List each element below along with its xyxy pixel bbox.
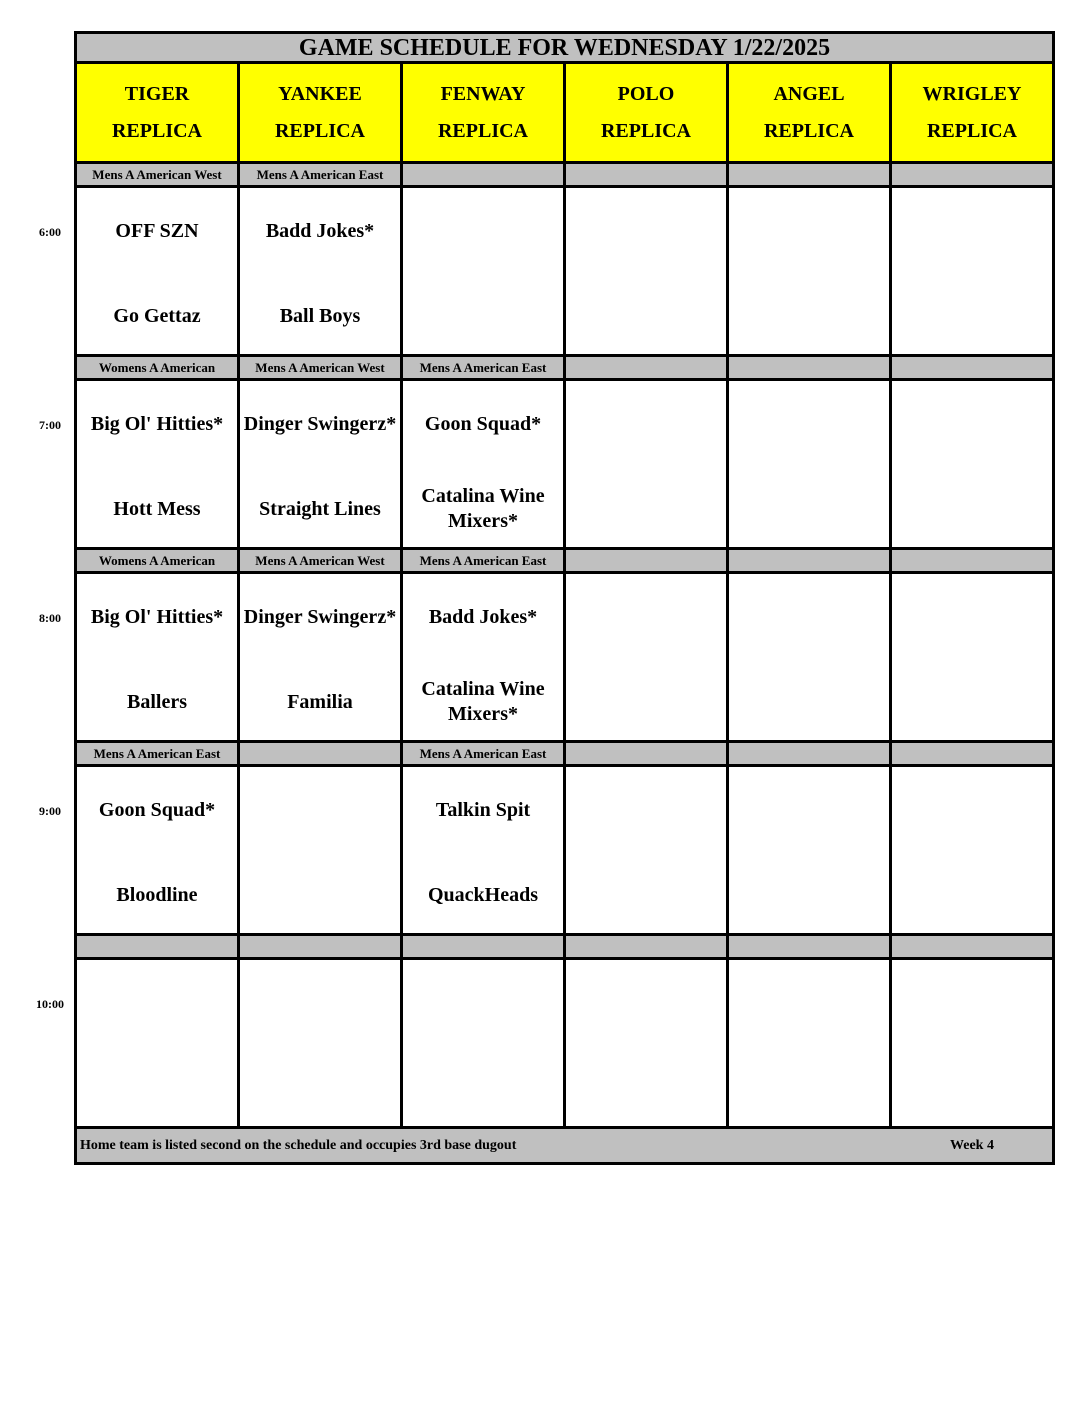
away-team [892, 409, 1052, 439]
game-cell [892, 960, 1052, 1126]
home-team [566, 288, 726, 344]
home-team [403, 288, 563, 344]
away-team: Big Ol' Hitties* [90, 412, 224, 435]
game-cell [729, 188, 892, 354]
game-cell [892, 188, 1052, 354]
game-cell [77, 767, 240, 933]
division-row [74, 743, 1055, 767]
division-label: Mens A American East [77, 743, 240, 764]
field-type: REPLICA [926, 119, 1017, 142]
home-team [729, 481, 889, 537]
game-cell [240, 574, 403, 740]
field-type: REPLICA [274, 119, 365, 142]
field-name: POLO [617, 82, 675, 105]
division-label [566, 357, 729, 378]
home-team [77, 1060, 237, 1116]
game-cell [729, 767, 892, 933]
away-team [566, 988, 726, 1018]
game-row [74, 767, 1055, 936]
home-team [729, 867, 889, 923]
division-label [892, 357, 1052, 378]
away-team [729, 216, 889, 246]
game-cell [892, 574, 1052, 740]
home-team: Familia [287, 690, 353, 713]
division-label [892, 743, 1052, 764]
game-cell [240, 188, 403, 354]
time-slot-block [74, 357, 1055, 550]
game-cell [403, 960, 566, 1126]
time-slot-block [74, 743, 1055, 936]
time-label: 9:00 [39, 804, 61, 818]
away-team: Goon Squad* [424, 412, 542, 435]
field-name: TIGER [124, 82, 190, 105]
schedule-footer [74, 1129, 1055, 1165]
home-team: Go Gettaz [113, 304, 201, 327]
schedule-title: GAME SCHEDULE FOR WEDNESDAY 1/22/2025 [74, 31, 1055, 64]
game-cell [892, 381, 1052, 547]
time-label: 8:00 [39, 611, 61, 625]
away-team: Badd Jokes* [265, 219, 375, 242]
division-row [74, 936, 1055, 960]
field-name: FENWAY [440, 82, 526, 105]
game-cell [77, 960, 240, 1126]
game-cell [729, 574, 892, 740]
division-label [240, 743, 403, 764]
away-team [566, 409, 726, 439]
away-team [403, 988, 563, 1018]
game-cell [566, 960, 729, 1126]
away-team: Talkin Spit [435, 798, 531, 821]
away-team [892, 216, 1052, 246]
field-header-yankee [240, 64, 403, 161]
field-header-wrigley [892, 64, 1052, 161]
field-type: REPLICA [111, 119, 202, 142]
field-header-tiger [77, 64, 240, 161]
away-team [729, 988, 889, 1018]
division-label [892, 936, 1052, 957]
game-cell [77, 188, 240, 354]
away-team: Dinger Swingerz* [243, 412, 397, 435]
field-header-polo [566, 64, 729, 161]
division-label [729, 550, 892, 571]
game-cell [566, 767, 729, 933]
away-team: Badd Jokes* [428, 605, 538, 628]
division-label [566, 164, 729, 185]
away-team: Dinger Swingerz* [243, 605, 397, 628]
field-type: REPLICA [600, 119, 691, 142]
division-label [240, 936, 403, 957]
away-team [566, 216, 726, 246]
away-team [892, 988, 1052, 1018]
game-cell [729, 381, 892, 547]
game-cell [566, 381, 729, 547]
home-team [403, 1060, 563, 1116]
game-row [74, 574, 1055, 743]
division-label: Mens A American East [403, 743, 566, 764]
home-team [566, 1060, 726, 1116]
home-team [566, 867, 726, 923]
away-team [566, 602, 726, 632]
home-team: Straight Lines [259, 497, 381, 520]
game-cell [729, 960, 892, 1126]
game-cell [240, 767, 403, 933]
home-team [240, 1060, 400, 1116]
week-label: Week 4 [950, 1138, 994, 1153]
game-cell [566, 574, 729, 740]
division-label: Mens A American East [403, 550, 566, 571]
home-team: Bloodline [116, 883, 198, 906]
game-cell [240, 960, 403, 1126]
away-team [892, 795, 1052, 825]
away-team [729, 795, 889, 825]
home-team [729, 1060, 889, 1116]
schedule-table [74, 31, 1055, 1165]
division-label [403, 164, 566, 185]
game-row [74, 381, 1055, 550]
division-label: Mens A American West [240, 357, 403, 378]
division-label: Mens A American East [403, 357, 566, 378]
division-label [729, 357, 892, 378]
field-header-row [74, 64, 1055, 164]
division-label [77, 936, 240, 957]
footer-note: Home team is listed second on the schedule and occupies 3rd base dugout [80, 1138, 517, 1153]
field-header-angel [729, 64, 892, 161]
away-team [240, 795, 400, 825]
home-team [892, 674, 1052, 730]
home-team [240, 867, 400, 923]
home-team [729, 288, 889, 344]
home-team: QuackHeads [427, 883, 539, 906]
away-team [892, 602, 1052, 632]
division-row [74, 550, 1055, 574]
away-team: Big Ol' Hitties* [90, 605, 224, 628]
division-label: Womens A American [77, 550, 240, 571]
time-slot-block [74, 936, 1055, 1129]
game-row [74, 960, 1055, 1129]
division-label: Mens A American West [77, 164, 240, 185]
division-label: Mens A American East [240, 164, 403, 185]
division-row [74, 357, 1055, 381]
home-team: Ball Boys [279, 304, 361, 327]
home-team [892, 867, 1052, 923]
division-label [566, 936, 729, 957]
field-name: ANGEL [773, 82, 845, 105]
home-team: Catalina Wine Mixers* [421, 678, 545, 725]
division-label: Womens A American [77, 357, 240, 378]
home-team [566, 674, 726, 730]
game-cell [77, 381, 240, 547]
game-cell [77, 574, 240, 740]
home-team: Ballers [127, 690, 187, 713]
division-row [74, 164, 1055, 188]
game-cell [566, 188, 729, 354]
division-label [729, 164, 892, 185]
division-label [892, 550, 1052, 571]
time-label: 10:00 [36, 997, 64, 1011]
home-team [892, 481, 1052, 537]
division-label: Mens A American West [240, 550, 403, 571]
away-team [77, 988, 237, 1018]
division-label [729, 743, 892, 764]
division-label [892, 164, 1052, 185]
time-slot-block [74, 550, 1055, 743]
time-label: 6:00 [39, 225, 61, 239]
home-team: Catalina Wine Mixers* [421, 485, 545, 532]
game-cell [403, 188, 566, 354]
home-team [892, 288, 1052, 344]
field-name: WRIGLEY [922, 82, 1022, 105]
field-type: REPLICA [437, 119, 528, 142]
game-cell [240, 381, 403, 547]
division-label [566, 743, 729, 764]
game-row [74, 188, 1055, 357]
division-label [566, 550, 729, 571]
away-team [403, 216, 563, 246]
away-team: Goon Squad* [98, 798, 216, 821]
time-slot-block [74, 164, 1055, 357]
game-cell [403, 767, 566, 933]
division-label [403, 936, 566, 957]
away-team: OFF SZN [115, 219, 199, 242]
home-team [892, 1060, 1052, 1116]
field-header-fenway [403, 64, 566, 161]
game-cell [892, 767, 1052, 933]
away-team [240, 988, 400, 1018]
home-team [729, 674, 889, 730]
game-cell [403, 574, 566, 740]
game-cell [403, 381, 566, 547]
time-slots [74, 164, 1055, 1129]
away-team [729, 409, 889, 439]
away-team [729, 602, 889, 632]
home-team [566, 481, 726, 537]
division-label [729, 936, 892, 957]
field-name: YANKEE [278, 82, 362, 105]
away-team [566, 795, 726, 825]
field-type: REPLICA [763, 119, 854, 142]
home-team: Hott Mess [113, 497, 201, 520]
time-label: 7:00 [39, 418, 61, 432]
